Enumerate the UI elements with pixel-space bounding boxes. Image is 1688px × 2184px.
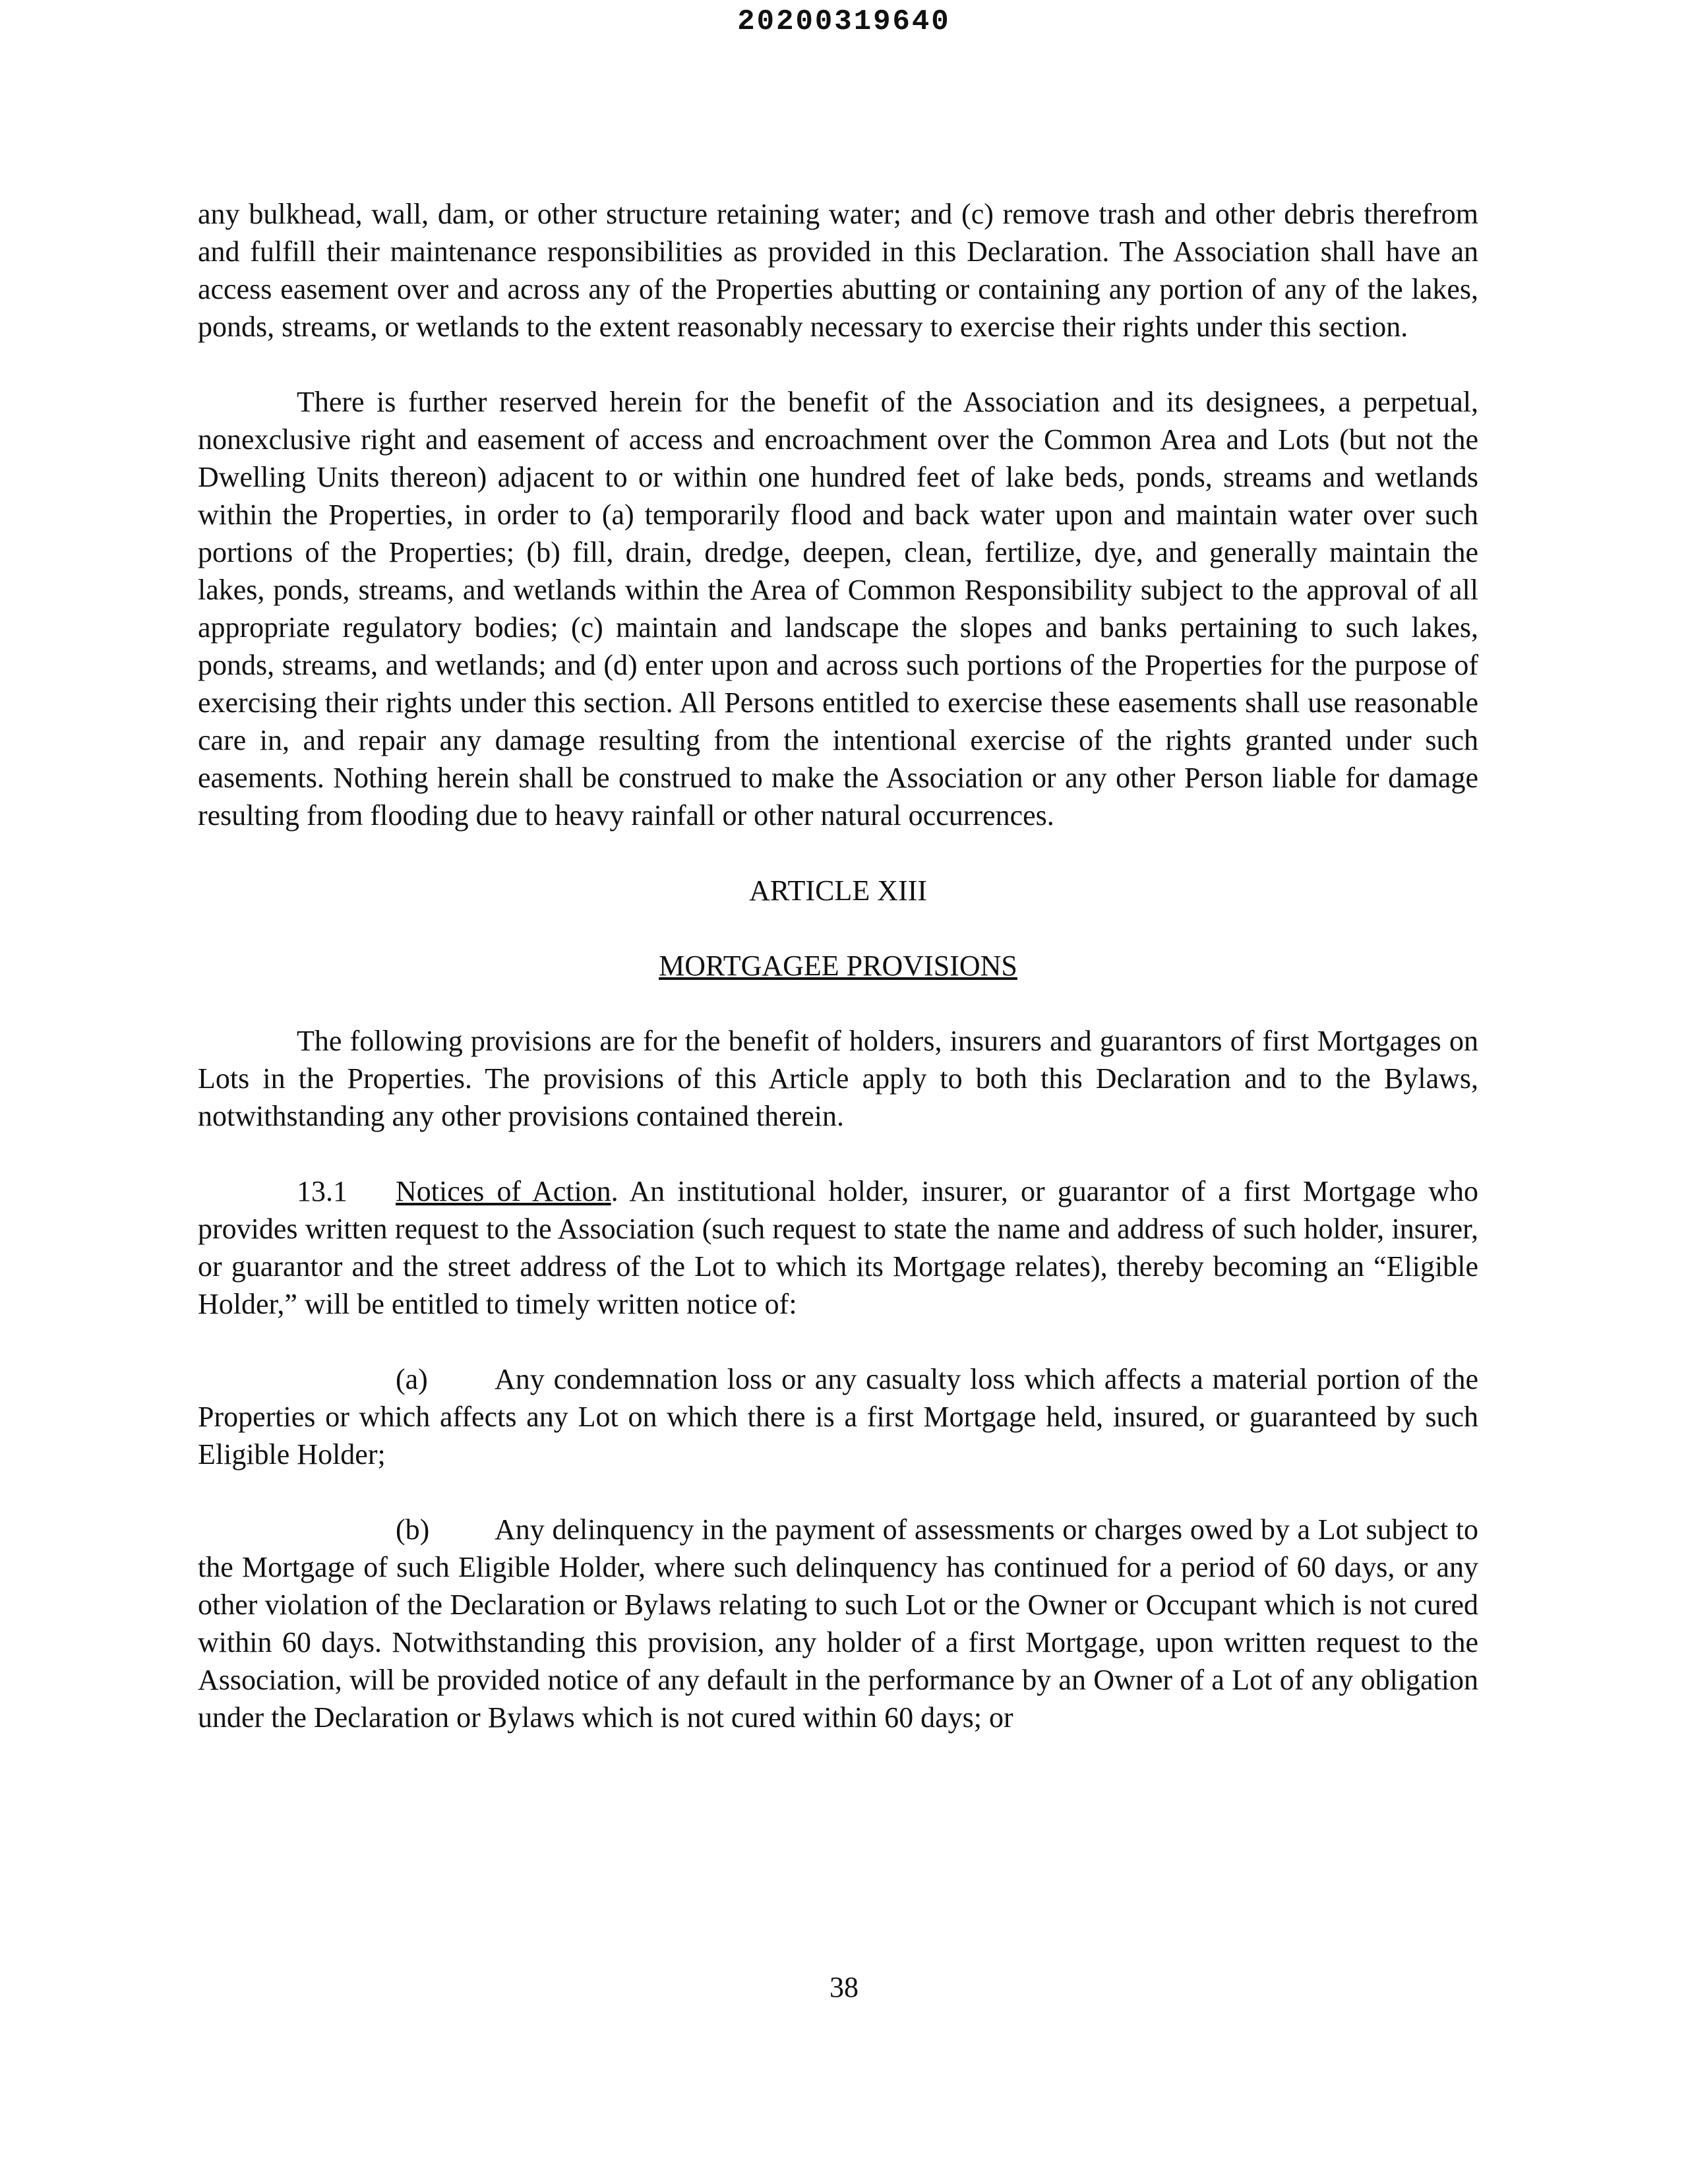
list-item-b bbox=[198, 1511, 1478, 1736]
item-text: Any condemnation loss or any casualty loss which affects a material portion of the Properties or which affects any Lot on which there is a first Mortgage held, insured, or guaranteed by such Eligible Holder; bbox=[198, 1363, 1478, 1471]
list-item-a bbox=[198, 1360, 1478, 1473]
article-number: ARTICLE XIII bbox=[749, 874, 927, 907]
article-heading bbox=[198, 872, 1478, 985]
section-text: . An institutional holder, insurer, or guarantor of a first Mortgage who provides written request to the Association (such request to state the name and address of such holder, insurer, or guarantor and the street address of the Lot to which its Mortgage relates), thereby becoming an “Eligible Holder,” will be entitled to timely written notice of: bbox=[198, 1175, 1478, 1320]
item-letter: (a) bbox=[396, 1363, 428, 1395]
section-number: 13.1 bbox=[297, 1175, 347, 1207]
article-intro-paragraph: The following provisions are for the benefit of holders, insurers and guarantors of first Mortgages on Lots in the Properties. The provisions of this Article apply to both this Declaration and to the Bylaws, notwithstanding any other provisions contained therein. bbox=[198, 1025, 1478, 1132]
document-body bbox=[198, 195, 1478, 1774]
item-letter: (b) bbox=[396, 1513, 430, 1546]
item-text: Any delinquency in the payment of assessments or charges owed by a Lot subject to the Mortgage of such Eligible Holder, where such delinquency has continued for a period of 60 days, or any other violation of the Declaration or Bylaws relating to such Lot or the Owner or Occupant which is not cured within 60 days. Notwithstanding this provision, any holder of a first Mortgage, upon written request to the Association, will be provided notice of any default in the performance by an Owner of a Lot of any obligation under the Declaration or Bylaws which is not cured within 60 days; or bbox=[198, 1513, 1478, 1734]
article-title: MORTGAGEE PROVISIONS bbox=[659, 950, 1017, 982]
paragraph-easement-reservation: There is further reserved herein for the benefit of the Association and its designees, a perpetual, nonexclusive right and easement of access and encroachment over the Common Area and Lots (but not the Dwelling Units thereon) adjacent to or within one hundred feet of lake beds, ponds, streams and wetlands within the Properties, in order to (a) temporarily flood and back water upon and maintain water over such portions of the Properties; (b) fill, drain, dredge, deepen, clean, fertilize, dye, and generally maintain the lakes, ponds, streams, and wetlands within the Area of Common Responsibility subject to the approval of all appropriate regulatory bodies; (c) maintain and landscape the slopes and banks pertaining to such lakes, ponds, streams, and wetlands; and (d) enter upon and across such portions of the Properties for the purpose of exercising their rights under this section. All Persons entitled to exercise these easements shall use reasonable care in, and repair any damage resulting from the intentional exercise of the rights granted under such easements. Nothing herein shall be construed to make the Association or any other Person liable for damage resulting from flooding due to heavy rainfall or other natural occurrences. bbox=[198, 386, 1478, 832]
paragraph-continued: any bulkhead, wall, dam, or other structure retaining water; and (c) remove trash and other debris therefrom and fulfill their maintenance responsibilities as provided in this Declaration. The Association shall have an access easement over and across any of the Properties abutting or containing any portion of any of the lakes, ponds, streams, or wetlands to the extent reasonably necessary to exercise their rights under this section. bbox=[198, 198, 1478, 343]
document-number: 20200319640 bbox=[737, 5, 951, 38]
page-number: 38 bbox=[829, 1971, 859, 2003]
section-title: Notices of Action bbox=[396, 1175, 611, 1207]
section-13-1 bbox=[198, 1172, 1478, 1323]
